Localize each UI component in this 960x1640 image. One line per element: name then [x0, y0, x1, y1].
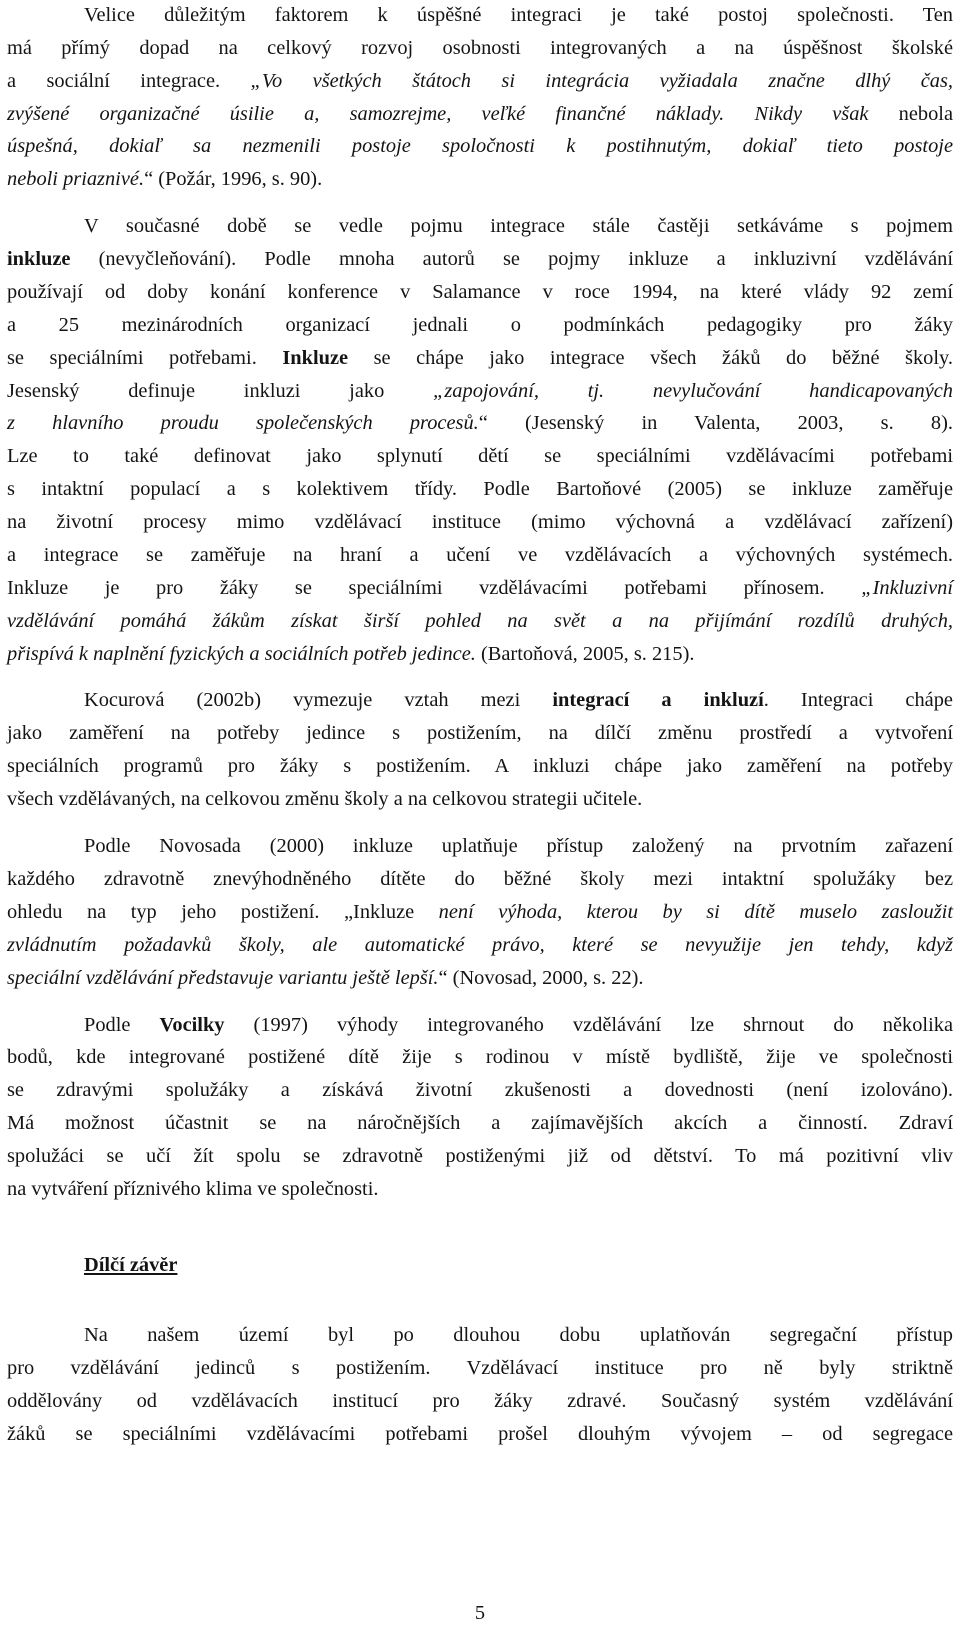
text-line	[7, 1174, 953, 1204]
text-line	[7, 1386, 953, 1416]
text-segment: není výhoda, kterou by si dítě muselo zasloužit	[438, 901, 953, 923]
text-segment: s intaktní populací a s kolektivem třídy. Podle Bartoňové (2005) se inkluze zaměřuje	[7, 478, 953, 500]
page-number: 5	[474, 1602, 486, 1624]
text-line	[7, 66, 953, 96]
text-segment: má přímý dopad na celkový rozvoj osobnosti integrovaných a na úspěšnost školské	[7, 37, 953, 59]
text-line	[7, 864, 953, 894]
text-segment: pro vzdělávání jedinců s postižením. Vzdělávací instituce pro ně byly striktně	[7, 1357, 953, 1379]
text-segment: jako zaměření na potřeby jedince s postižením, na dílčí změnu prostředí a vytvoření	[7, 722, 953, 744]
text-segment: zvládnutím požadavků školy, ale automatické právo, které se nevyužije jen tehdy, když	[7, 934, 953, 956]
text-line	[7, 131, 953, 161]
text-line	[7, 310, 953, 340]
text-line	[84, 685, 953, 715]
text-line	[7, 1075, 953, 1105]
text-segment: z hlavního proudu společenských procesů.	[7, 412, 479, 434]
text-segment: nebola	[868, 103, 954, 125]
text-segment: Inkluze je pro žáky se speciálními vzdělávacími potřebami přínosem.	[7, 577, 862, 599]
text-segment: Na našem území byl po dlouhou dobu uplatňován segregační přístup	[84, 1324, 953, 1346]
text-line	[7, 164, 953, 194]
text-segment: oddělovány od vzdělávacích institucí pro žáky zdravé. Současný systém vzdělávání	[7, 1390, 953, 1412]
text-segment: zvýšené organizačné úsilie a, samozrejme, veľké finančné náklady.	[7, 103, 725, 125]
text-segment: Kocurová (2002b) vymezuje vztah mezi	[84, 689, 553, 711]
text-segment: Lze to také definovat jako splynutí dětí se speciálními vzdělávacími potřebami	[7, 445, 953, 467]
text-segment: Podle Novosada (2000) inkluze uplatňuje přístup založený na prvotním zařazení	[84, 835, 953, 857]
text-line	[7, 277, 953, 307]
text-segment: Velice důležitým faktorem k úspěšné integraci je také postoj společnosti. Ten	[84, 4, 953, 26]
text-segment: používají od doby konání konference v Salamance v roce 1994, na které vlády 92 zemí	[7, 281, 953, 303]
text-segment: Má možnost účastnit se na náročnějších a zajímavějších akcích a činností. Zdraví	[7, 1112, 953, 1134]
text-segment: úspešná, dokiaľ sa nezmenili postoje spoločnosti k postihnutým, dokiaľ tieto postoje	[7, 135, 953, 157]
text-line	[84, 0, 953, 30]
text-line	[84, 1320, 953, 1350]
text-segment: se chápe jako integrace všech žáků do běžné školy.	[348, 347, 953, 369]
text-line	[84, 1010, 953, 1040]
text-segment: V současné době se vedle pojmu integrace stále častěji setkáváme s pojmem	[84, 215, 953, 237]
section-heading: Dílčí závěr	[84, 1254, 178, 1276]
text-segment: bodů, kde integrované postižené dítě žije s rodinou v místě bydliště, žije ve společnosti	[7, 1046, 953, 1068]
text-segment: a integrace se zaměřuje na hraní a učení ve vzdělávacích a výchovných systémech.	[7, 544, 953, 566]
text-line	[7, 33, 953, 63]
text-line	[7, 897, 953, 927]
text-segment: přispívá k naplnění fyzických a sociálních potřeb jedince.	[7, 643, 476, 665]
text-line	[7, 718, 953, 748]
text-line	[7, 1108, 953, 1138]
text-line	[7, 376, 953, 406]
text-line	[7, 244, 953, 274]
text-segment: (Bartoňová, 2005, s. 215).	[475, 643, 695, 665]
text-segment: „Vo všetkých štátoch si integrácia vyžiadala značne dlhý čas,	[250, 70, 954, 92]
text-line	[7, 1042, 953, 1072]
text-line	[7, 540, 953, 570]
text-segment: speciálních programů pro žáky s postižením. A inkluzi chápe jako zaměření na potřeby	[7, 755, 953, 777]
text-segment: vzdělávání pomáhá žákům získat širší pohled na svět a na přijímání rozdílů druhých,	[7, 610, 953, 632]
text-segment: žáků se speciálními vzdělávacími potřebami prošel dlouhým vývojem – od segregace	[7, 1423, 953, 1445]
text-segment: a sociální integrace.	[7, 70, 251, 92]
text-segment: se speciálními potřebami.	[7, 347, 283, 369]
text-line	[7, 784, 953, 814]
text-segment: na životní procesy mimo vzdělávací instituce (mimo výchovná a vzdělávací zařízení)	[7, 511, 953, 533]
text-segment: všech vzdělávaných, na celkovou změnu školy a na celkovou strategii učitele.	[7, 788, 643, 810]
text-line	[7, 963, 953, 993]
text-segment: “ (Požár, 1996, s. 90).	[144, 168, 323, 190]
text-line	[7, 1141, 953, 1171]
text-line	[7, 1353, 953, 1383]
text-segment: Podle	[84, 1014, 160, 1036]
text-line	[84, 831, 953, 861]
text-line	[7, 99, 953, 129]
text-segment: a 25 mezinárodních organizací jednali o podmínkách pedagogiky pro žáky	[7, 314, 953, 336]
text-line	[7, 930, 953, 960]
text-segment: “ (Jesenský in Valenta, 2003, s. 8).	[478, 412, 953, 434]
text-segment: speciální vzdělávání představuje variantu ještě lepší.	[7, 967, 439, 989]
text-segment: Inkluze	[282, 347, 349, 369]
text-line	[7, 751, 953, 781]
text-segment: „zapojování, tj. nevylučování handicapovaných	[433, 380, 953, 402]
text-line	[84, 211, 953, 241]
text-segment: integrací a inkluzí	[552, 689, 764, 711]
text-segment: na vytváření příznivého klima ve společnosti.	[7, 1178, 379, 1200]
text-segment: každého zdravotně znevýhodněného dítěte do běžné školy mezi intaktní spolužáky bez	[7, 868, 953, 890]
text-line	[7, 639, 953, 669]
text-segment: „Inkluzivní	[861, 577, 953, 599]
text-segment: inkluze	[7, 248, 71, 270]
text-segment: Jesenský definuje inkluzi jako	[7, 380, 434, 402]
text-segment: “ (Novosad, 2000, s. 22).	[438, 967, 644, 989]
text-segment: se zdravými spolužáky a získává životní zkušenosti a dovednosti (není izolováno).	[7, 1079, 953, 1101]
text-line	[7, 573, 953, 603]
text-segment: (1997) výhody integrovaného vzdělávání lze shrnout do několika	[224, 1014, 953, 1036]
text-line	[7, 474, 953, 504]
text-line	[7, 1419, 953, 1449]
text-segment: Vocilky	[159, 1014, 225, 1036]
text-line	[7, 343, 953, 373]
text-segment: Nikdy však	[754, 103, 869, 125]
text-segment: . Integraci chápe	[763, 689, 953, 711]
text-line	[7, 441, 953, 471]
text-segment: spolužáci se učí žít spolu se zdravotně postiženými již od dětství. To má pozitivní vliv	[7, 1145, 953, 1167]
text-line	[7, 606, 953, 636]
text-segment	[724, 103, 754, 125]
text-line	[7, 408, 953, 438]
text-segment: ohledu na typ jeho postižení. „Inkluze	[7, 901, 439, 923]
text-segment: neboli priaznivé.	[7, 168, 145, 190]
text-segment: (nevyčleňování). Podle mnoha autorů se pojmy inkluze a inkluzivní vzdělávání	[70, 248, 953, 270]
text-line	[7, 507, 953, 537]
